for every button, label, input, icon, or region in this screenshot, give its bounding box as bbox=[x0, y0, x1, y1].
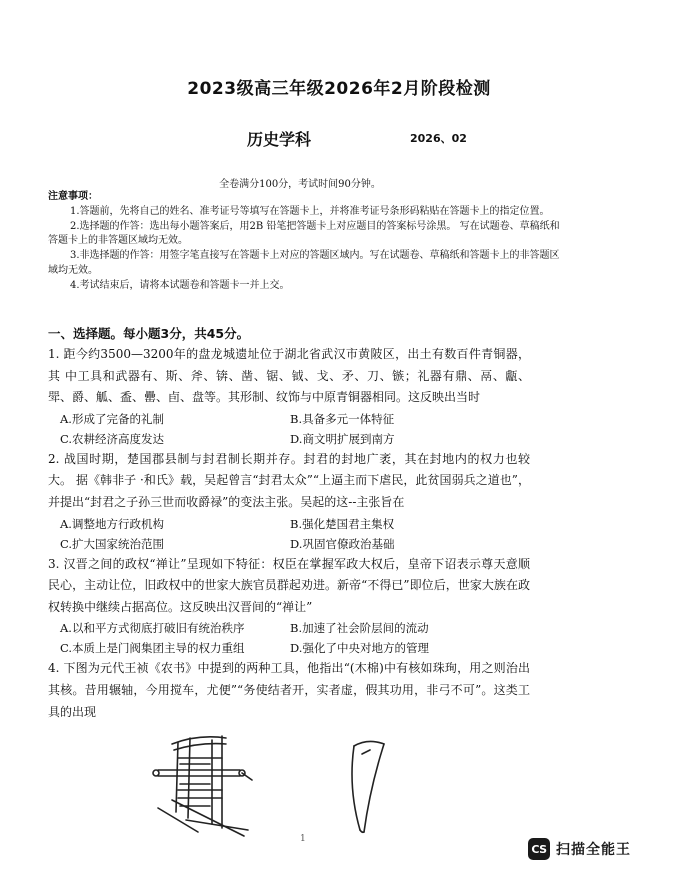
option-d: D.巩固官僚政治基础 bbox=[290, 536, 395, 551]
option-a: A.调整地方行政机构 bbox=[60, 516, 164, 531]
option-grid bbox=[48, 514, 530, 554]
question-3 bbox=[48, 554, 530, 659]
option-a: A.形成了完备的礼制 bbox=[60, 411, 164, 426]
option-grid bbox=[48, 409, 530, 449]
question-4 bbox=[48, 658, 530, 723]
exam-date: 2026、02 bbox=[410, 132, 467, 145]
notice-title: 注意事项： bbox=[48, 191, 98, 202]
question-1 bbox=[48, 344, 530, 449]
notice-item: 4.考试结束后，请将本试题卷和答题卡一并上交。 bbox=[70, 279, 290, 291]
option-d: D.强化了中央对地方的管理 bbox=[290, 641, 429, 656]
question-stem: 3. 汉晋之间的政权“禅让”呈现如下特征：权臣在掌握军政大权后，皇帝下诏表示尊天意顺 民心，主动让位，旧政权中的世家大族官员群起劝进。新帝“不得已”即位后，世家大族在政权转换中继续占据高位。这反映出汉晋间的“禅让” bbox=[48, 556, 530, 614]
question-stem: 4. 下图为元代王祯《农书》中提到的两种工具，他指出“(木棉)中有核如珠珣，用之则治出其核。昔用辗轴，今用搅车，尤便”“务使结者开，实者虚，假其功用，非弓不可”。这类工具的出现 bbox=[48, 661, 530, 719]
option-a: A.以和平方式彻底打破旧有统治秩序 bbox=[60, 621, 245, 636]
section-title: 一、选择题。每小题3分，共45分。 bbox=[48, 326, 250, 341]
score-info: 全卷满分100分，考试时间90分钟。 bbox=[219, 179, 381, 190]
option-d: D.商文明扩展到南方 bbox=[290, 431, 395, 446]
notice-item: 1.答题前，先将自己的姓名、准考证号等填写在答题卡上，并将准考证号条形码粘贴在答题卡上的指定位置。 bbox=[70, 205, 550, 217]
cotton-bow-drawing bbox=[340, 728, 400, 838]
option-b: B.加速了社会阶层间的流动 bbox=[290, 621, 429, 636]
option-c: C.本质上是门阀集团主导的权力重组 bbox=[60, 641, 245, 656]
option-c: C.农耕经济高度发达 bbox=[60, 431, 165, 446]
question-list bbox=[48, 344, 530, 723]
watermark-text: 扫描全能王 bbox=[556, 842, 631, 858]
notice-item: 3.非选择题的作答：用签字笔直接写在答题卡上对应的答题区域内。写在试题卷、草稿纸和答题卡上的非答题区域均无效。 bbox=[48, 250, 560, 276]
notice-block bbox=[48, 190, 568, 294]
exam-title: 2023级高三年级2026年2月阶段检测 bbox=[187, 79, 491, 99]
option-b: B.强化楚国君主集权 bbox=[290, 516, 395, 531]
page-number: 1 bbox=[300, 834, 306, 844]
option-grid bbox=[48, 618, 530, 658]
option-b: B.具备多元一体特征 bbox=[290, 411, 395, 426]
camscanner-logo-icon: CS bbox=[528, 838, 550, 860]
notice-item: 2.选择题的作答：选出每小题答案后，用2B 铅笔把答题卡上对应题目的答案标号涂黑。 写在试题卷、草稿纸和答题卡上的非答题区域均无效。 bbox=[48, 220, 560, 247]
subject-title: 历史学科 bbox=[247, 130, 312, 149]
question-2 bbox=[48, 449, 530, 554]
option-c: C.扩大国家统治范围 bbox=[60, 536, 165, 551]
question-stem: 2. 战国时期，楚国郡县制与封君制长期并存。封君的封地广袤，其在封地内的权力也较大。 据《韩非子 ·和氏》载，吴起曾言“封君太众”“上逼主而下虐民，此贫国弱兵之道也”，并提出“封君之子孙三世而收爵禄”的变法主张。吴起的这--主张旨在 bbox=[48, 451, 530, 509]
question-stem: 1. 距今约3500—3200年的盘龙城遗址位于湖北省武汉市黄陂区，出土有数百件青铜器，其 中工具和武器有、斯、斧、锛、凿、锯、钺、戈、矛、刀、镞；礼器有鼎、鬲、甗、斝、爵、觚、盉、罍、卣、盘等。其形制、纹饰与中原青铜器相同。这反映出当时 bbox=[48, 347, 530, 405]
tool-illustrations bbox=[150, 728, 410, 838]
scanner-watermark bbox=[528, 838, 631, 860]
